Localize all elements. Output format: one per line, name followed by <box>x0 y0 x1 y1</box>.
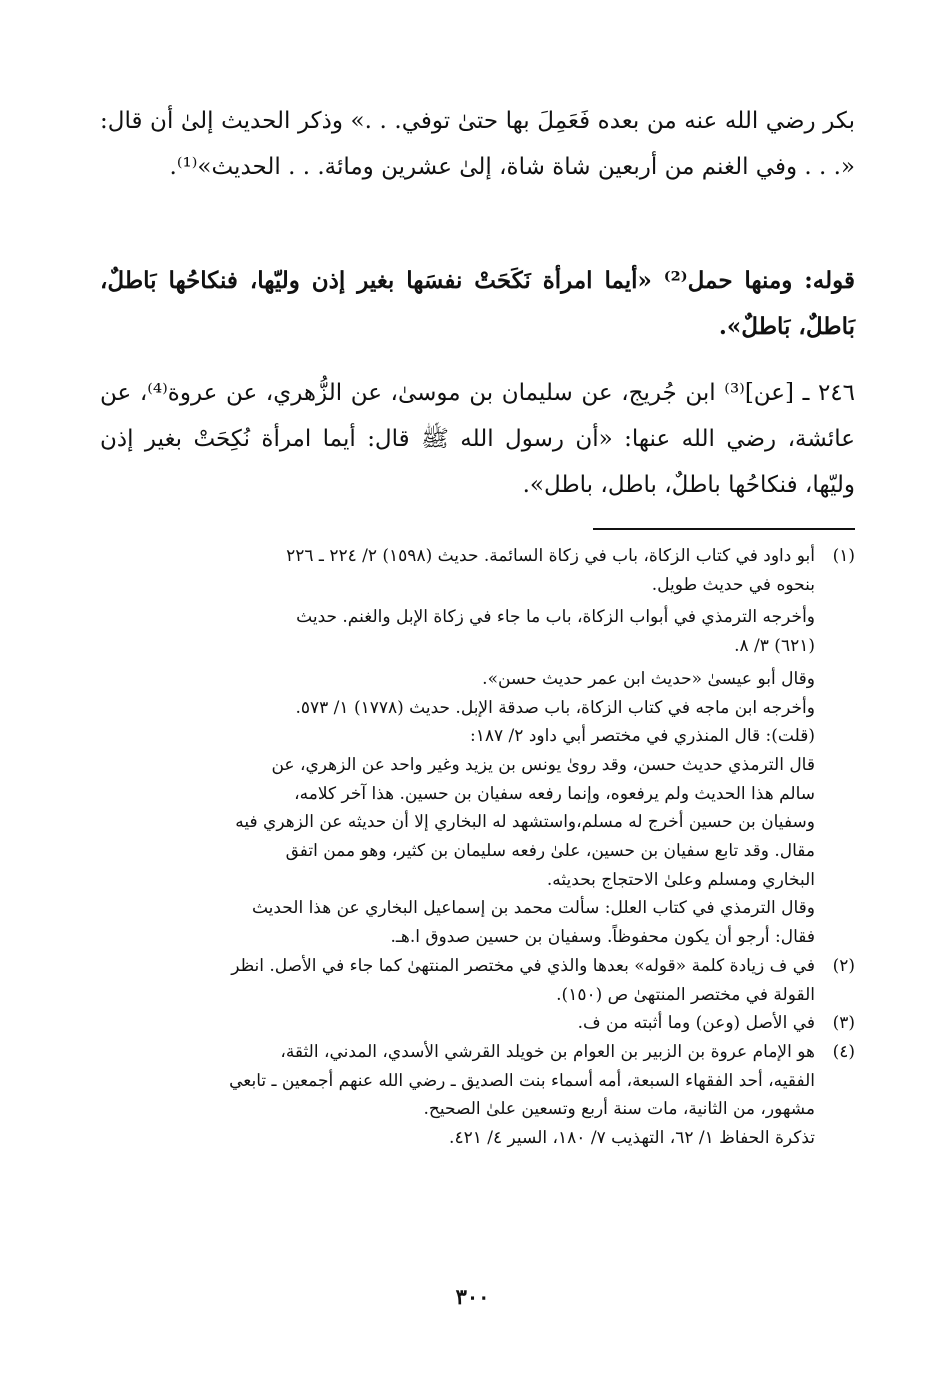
footnote-body <box>100 542 815 952</box>
footnote-line: في الأصل (وعن) وما أثبته من ف. <box>577 1013 815 1034</box>
footnote-number: (١) <box>832 546 855 566</box>
footnote-body <box>100 952 815 1009</box>
footnote-line: وسفيان بن حسين أخرج له مسلم،واستشهد له البخاري إلا أن حديثه عن الزهري فيه <box>235 812 815 833</box>
footnote-line: مشهور، من الثانية، مات سنة أربع وتسعين علىٰ الصحيح. <box>423 1099 815 1120</box>
footnote-3 <box>100 1009 855 1038</box>
main-paragraph-continuation: بكر رضي الله عنه من بعده فَعَمِلَ بها حتىٰ توفي. . .» وذكر الحديث إلىٰ أن قال: «. . . وفي الغنم من أربعين شاة شاة، إلىٰ عشرين ومائة. . . الحديث»⁽¹⁾. <box>100 108 855 180</box>
page-number: ٣٠٠ <box>455 1284 490 1309</box>
footnote-1 <box>100 542 855 952</box>
footnote-line: وقال الترمذي في كتاب العلل: سألت محمد بن إسماعيل البخاري عن هذا الحديث <box>251 898 815 919</box>
footnote-separator-line <box>593 528 855 530</box>
footnote-line: الفقيه، أحد الفقهاء السبعة، أمه أسماء بنت الصديق ـ رضي الله عنهم أجمعين ـ تابعي <box>229 1070 815 1091</box>
footnote-line: وقال أبو عيسىٰ «حديث ابن عمر حديث حسن». <box>482 668 815 689</box>
footnote-2 <box>100 952 855 1009</box>
footnote-4 <box>100 1038 855 1153</box>
footnote-line: البخاري ومسلم وعلىٰ الاحتجاج بحديثه. <box>546 869 815 890</box>
footnote-line: قال الترمذي حديث حسن، وقد روىٰ يونس بن يزيد وغير واحد عن الزهري، عن <box>271 754 815 775</box>
footnote-line: (قلت): قال المنذري في مختصر أبي داود ٢/ ١٨٧: <box>470 726 815 747</box>
main-paragraph-hadith-246: ٢٤٦ ـ [عن]⁽³⁾ ابن جُريج، عن سليمان بن موسىٰ، عن الزُّهري، عن عروة⁽⁴⁾، عن عائشة، رضي الله عنها: «أن رسول الله ﷺ قال: أيما امرأة نُكِحَتْ بغير إذن وليّها، فنكاحُها باطلٌ، باطل، باطل». <box>100 380 856 498</box>
footnote-body <box>100 1009 815 1038</box>
footnote-line: مقال. وقد تابع سفيان بن حسين، علىٰ رفعه سليمان بن كثير، وهو ممن اتفق <box>285 841 815 862</box>
footnotes-section <box>100 542 855 1153</box>
footnote-line: بنحوه في حديث طويل. <box>651 574 815 595</box>
footnote-line: هو الإمام عروة بن الزبير بن العوام بن خويلد القرشي الأسدي، المدني، الثقة، <box>280 1041 815 1062</box>
footnote-number: (٢) <box>832 955 855 976</box>
footnote-number: (٣) <box>832 1013 855 1034</box>
footnote-line: وأخرجه الترمذي في أبواب الزكاة، باب ما جاء في زكاة الإبل والغنم. حديث <box>296 607 815 628</box>
footnote-line: وأخرجه ابن ماجه في كتاب الزكاة، باب صدقة الإبل. حديث (١٧٧٨) ١/ ٥٧٣. <box>295 697 815 718</box>
footnote-line: أبو داود في كتاب الزكاة، باب في زكاة السائمة. حديث (١٥٩٨) ٢/ ٢٢٤ ـ ٢٢٦ <box>286 546 815 566</box>
footnote-number: (٤) <box>832 1041 855 1062</box>
main-paragraph-quoted-text: قوله: ومنها حمل⁽²⁾ «أيما امرأة نَكَحَتْ نفسَها بغير إذن وليّها، فنكاحُها بَاطلٌ، بَاطلٌ، بَاطلٌ». <box>100 267 856 340</box>
footnote-line: تذكرة الحفاظ ١/ ٦٢، التهذيب ٧/ ١٨٠، السير ٤/ ٤٢١. <box>449 1128 815 1149</box>
footnote-line: القولة في مختصر المنتهىٰ ص (١٥٠). <box>556 984 815 1005</box>
footnote-line: في ف زيادة كلمة «قوله» بعدها والذي في مختصر المنتهىٰ كما جاء في الأصل. انظر <box>231 955 815 976</box>
footnote-line: فقال: أرجو أن يكون محفوظاً. وسفيان بن حسين صدوق ا.هـ. <box>390 927 815 948</box>
footnote-body <box>100 1038 815 1153</box>
footnote-line: سالم هذا الحديث ولم يرفعوه، وإنما رفعه سفيان بن حسين. هذا آخر كلامه، <box>294 783 815 804</box>
footnote-line: (٦٢١) ٣/ ٨. <box>734 636 815 657</box>
